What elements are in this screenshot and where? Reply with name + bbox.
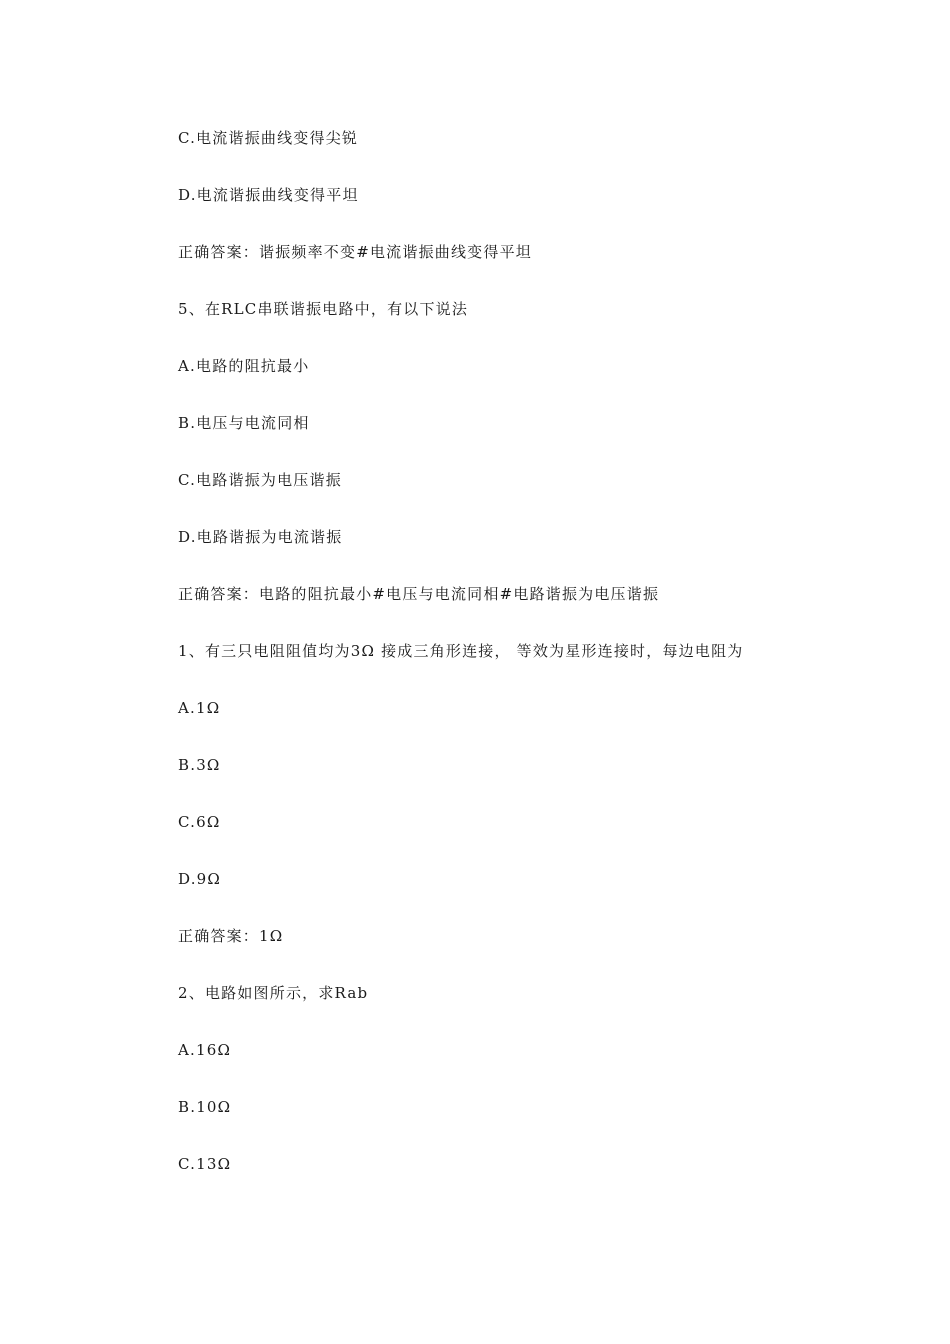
option-d-text: D.电流谐振曲线变得平坦 [178, 186, 359, 204]
option-b-text: B.电压与电流同相 [178, 414, 310, 432]
option-a-text: A.1Ω [178, 699, 221, 717]
answer-text: 正确答案：谐振频率不变#电流谐振曲线变得平坦 [178, 243, 532, 261]
option-d-text: D.电路谐振为电流谐振 [178, 528, 343, 546]
answer-text: 正确答案：电路的阻抗最小#电压与电流同相#电路谐振为电压谐振 [178, 585, 660, 603]
option-c-text: C.电流谐振曲线变得尖锐 [178, 129, 359, 147]
option-a-text: A.16Ω [178, 1041, 232, 1059]
option-b-text: B.10Ω [178, 1098, 232, 1116]
question-text: 1、有三只电阻阻值均为3Ω 接成三角形连接， 等效为星形连接时，每边电阻为 [178, 642, 744, 660]
option-b-text: B.3Ω [178, 756, 221, 774]
option-c-text: C.电路谐振为电压谐振 [178, 471, 342, 489]
option-c-text: C.13Ω [178, 1155, 232, 1173]
answer-text: 正确答案：1Ω [178, 927, 284, 945]
option-d-text: D.9Ω [178, 870, 222, 888]
question-text: 5、在RLC串联谐振电路中，有以下说法 [178, 300, 469, 318]
option-a-text: A.电路的阻抗最小 [178, 357, 310, 375]
question-text: 2、电路如图所示，求Rab [178, 984, 369, 1002]
option-c-text: C.6Ω [178, 813, 221, 831]
